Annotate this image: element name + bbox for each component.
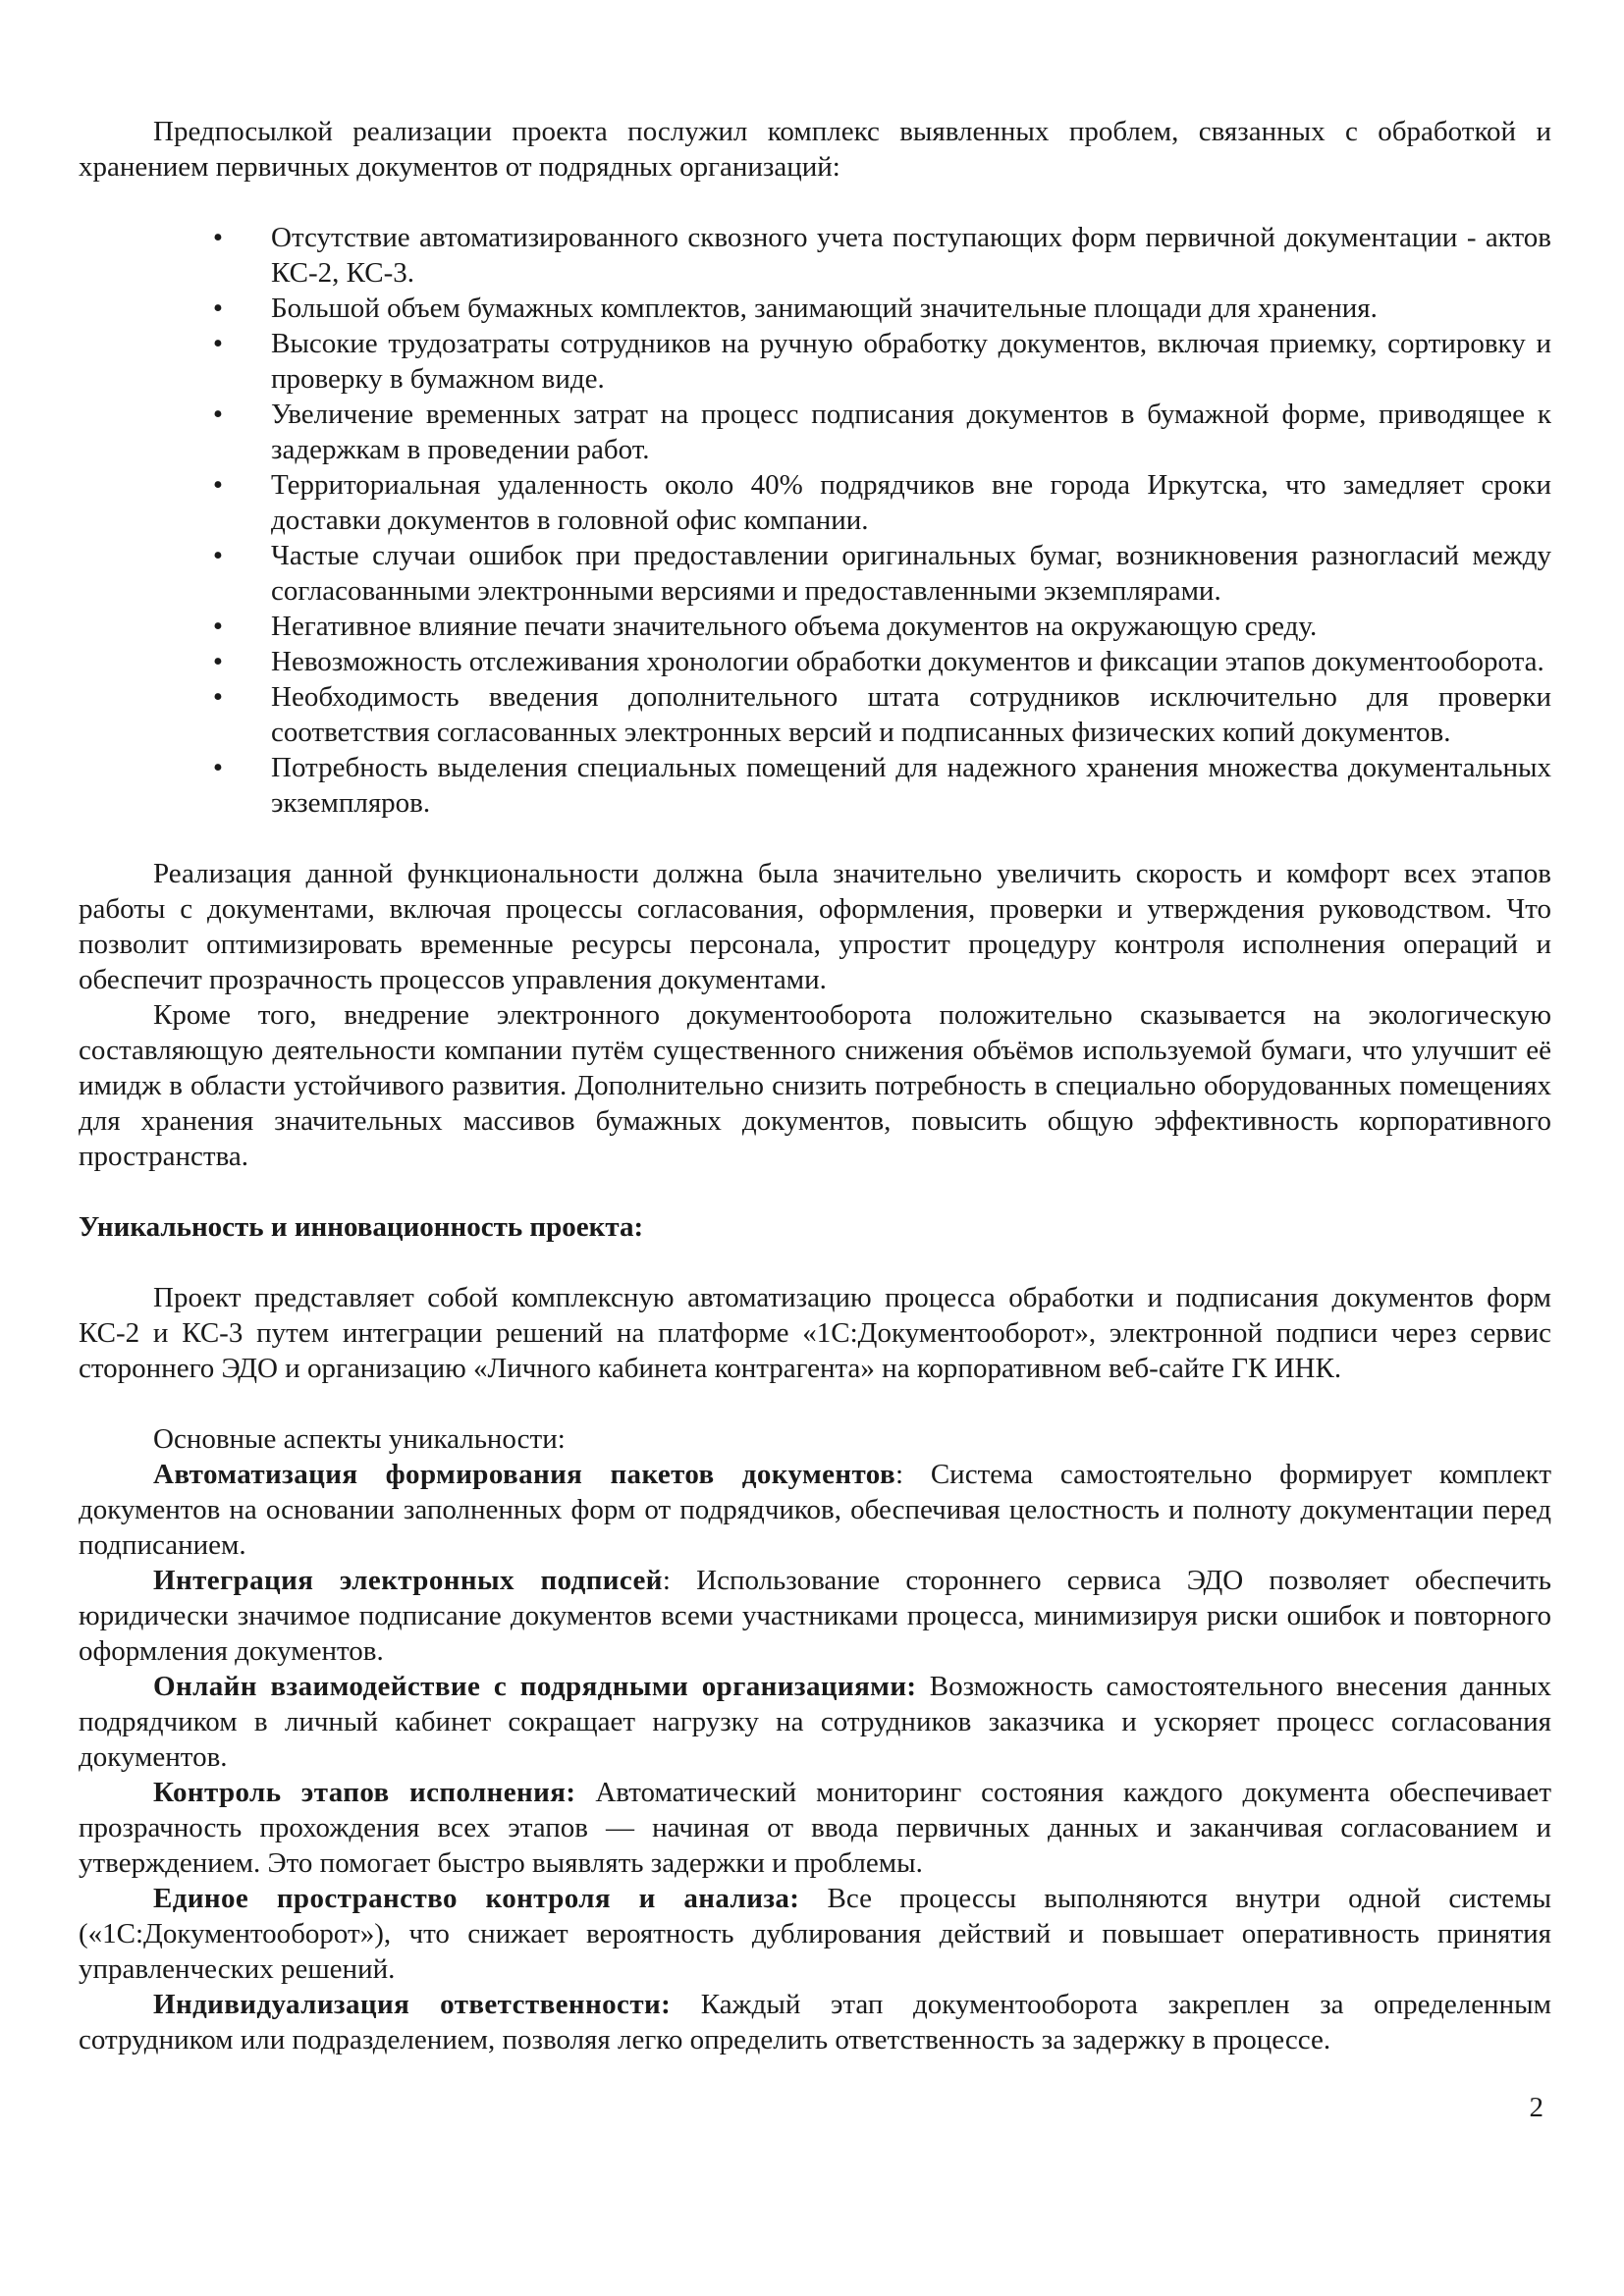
aspect-paragraph <box>79 1775 1551 1881</box>
aspect-title: Индивидуализация ответственности: <box>153 1989 672 2020</box>
bullet-icon: • <box>212 540 224 571</box>
list-item-text: Потребность выделения специальных помещений для надежного хранения множества документальных экземпляров. <box>271 752 1551 819</box>
bullet-icon: • <box>212 752 224 783</box>
list-item <box>79 397 1551 467</box>
aspect-paragraph <box>79 1457 1551 1563</box>
list-item-text: Высокие трудозатраты сотрудников на ручную обработку документов, включая приемку, сортировку и проверку в бумажном виде. <box>271 328 1551 395</box>
list-item-text: Негативное влияние печати значительного объема документов на окружающую среду. <box>271 611 1318 642</box>
aspect-text: Автоматический мониторинг состояния каждого документа обеспечивает прозрачность прохождения всех этапов — начиная от ввода первичных данных и заканчивая согласованием и утверждением. Это помогает быстро выявлять задержки и проблемы. <box>79 1777 1551 1879</box>
list-item <box>79 467 1551 538</box>
bullet-icon: • <box>212 293 224 324</box>
aspect-title: Онлайн взаимодействие с подрядными организациями: <box>153 1671 917 1702</box>
list-item-text: Частые случаи ошибок при предоставлении оригинальных бумаг, возникновения разногласий между согласованными электронными версиями и предоставленными экземплярами. <box>271 540 1551 607</box>
list-item-text: Отсутствие автоматизированного сквозного учета поступающих форм первичной документации - актов КС-2, КС-3. <box>271 222 1551 289</box>
aspect-title: Единое пространство контроля и анализа: <box>153 1883 800 1914</box>
aspect-paragraph <box>79 1563 1551 1669</box>
bullet-icon: • <box>212 399 224 430</box>
bullet-icon: • <box>212 646 224 677</box>
bullet-icon: • <box>212 328 224 359</box>
aspect-text: : Использование стороннего сервиса ЭДО позволяет обеспечить юридически значимое подписание документов всеми участниками процесса, минимизируя риски ошибок и повторного оформления документов. <box>79 1565 1551 1667</box>
list-item <box>79 644 1551 679</box>
list-item-text: Увеличение временных затрат на процесс подписания документов в бумажной форме, приводящее к задержкам в проведении работ. <box>271 399 1551 465</box>
section-heading: Уникальность и инновационность проекта: <box>79 1211 644 1243</box>
aspect-title: Контроль этапов исполнения: <box>153 1777 576 1808</box>
bullet-icon: • <box>212 681 224 713</box>
aspect-paragraph <box>79 1669 1551 1775</box>
list-item <box>79 538 1551 609</box>
list-item <box>79 750 1551 821</box>
bullet-icon: • <box>212 611 224 642</box>
bullet-icon: • <box>212 222 224 253</box>
list-item <box>79 220 1551 291</box>
list-item <box>79 609 1551 644</box>
bullet-icon: • <box>212 469 224 501</box>
project-paragraph: Проект представляет собой комплексную автоматизацию процесса обработки и подписания документов форм КС-2 и КС-3 путем интеграции решений на платформе «1С:Документооборот», электронной подписи через сервис стороннего ЭДО и организацию «Личного кабинета контрагента» на корпоративном веб-сайте ГК ИНК. <box>79 1282 1551 1384</box>
page-number: 2 <box>1529 2092 1543 2123</box>
spacer <box>79 1245 1551 1280</box>
list-item-text: Невозможность отслеживания хронологии обработки документов и фиксации этапов документооборота. <box>271 646 1544 677</box>
page-content <box>79 114 1551 2057</box>
aspect-paragraph <box>79 1881 1551 1987</box>
list-item <box>79 679 1551 750</box>
aspect-text: Все процессы выполняются внутри одной системы («1С:Документооборот»), что снижает вероятность дублирования действий и повышает оперативность принятия управленческих решений. <box>79 1883 1551 1985</box>
spacer <box>79 1386 1551 1421</box>
aspects-intro: Основные аспекты уникальности: <box>153 1423 566 1455</box>
list-item-text: Территориальная удаленность около 40% подрядчиков вне города Иркутска, что замедляет сроки доставки документов в головной офис компании. <box>271 469 1551 536</box>
list-item <box>79 326 1551 397</box>
aspect-text: Возможность самостоятельного внесения данных подрядчиком в личный кабинет сокращает нагрузку на сотрудников заказчика и ускоряет процесс согласования документов. <box>79 1671 1551 1773</box>
list-item <box>79 291 1551 326</box>
aspect-text: : Система самостоятельно формирует комплект документов на основании заполненных форм от подрядчиков, обеспечивая целостность и полноту документации перед подписанием. <box>79 1459 1552 1561</box>
aspect-title: Автоматизация формирования пакетов документов <box>153 1459 896 1490</box>
list-item-text: Необходимость введения дополнительного штата сотрудников исключительно для проверки соответствия согласованных электронных версий и подписанных физических копий документов. <box>271 681 1551 748</box>
benefits-paragraph: Реализация данной функциональности должна была значительно увеличить скорость и комфорт всех этапов работы с документами, включая процессы согласования, оформления, проверки и утверждения руководством. Что позволит оптимизировать временные ресурсы персонала, упростит процедуру контроля исполнения операций и обеспечит прозрачность процессов управления документами. <box>79 858 1551 995</box>
intro-paragraph: Предпосылкой реализации проекта послужил комплекс выявленных проблем, связанных с обработкой и хранением первичных документов от подрядных организаций: <box>79 116 1551 183</box>
aspect-title: Интеграция электронных подписей <box>153 1565 663 1596</box>
ecology-paragraph: Кроме того, внедрение электронного документооборота положительно сказывается на экологическую составляющую деятельности компании путём существенного снижения объёмов используемой бумаги, что улучшит её имидж в области устойчивого развития. Дополнительно снизить потребность в специально оборудованных помещениях для хранения значительных массивов бумажных документов, повысить общую эффективность корпоративного пространства. <box>79 999 1551 1172</box>
list-item-text: Большой объем бумажных комплектов, занимающий значительные площади для хранения. <box>271 293 1378 324</box>
aspect-paragraph <box>79 1987 1551 2057</box>
problems-list <box>79 220 1551 821</box>
aspect-text: Каждый этап документооборота закреплен за определенным сотрудником или подразделением, позволяя легко определить ответственность за задержку в процессе. <box>79 1989 1551 2056</box>
